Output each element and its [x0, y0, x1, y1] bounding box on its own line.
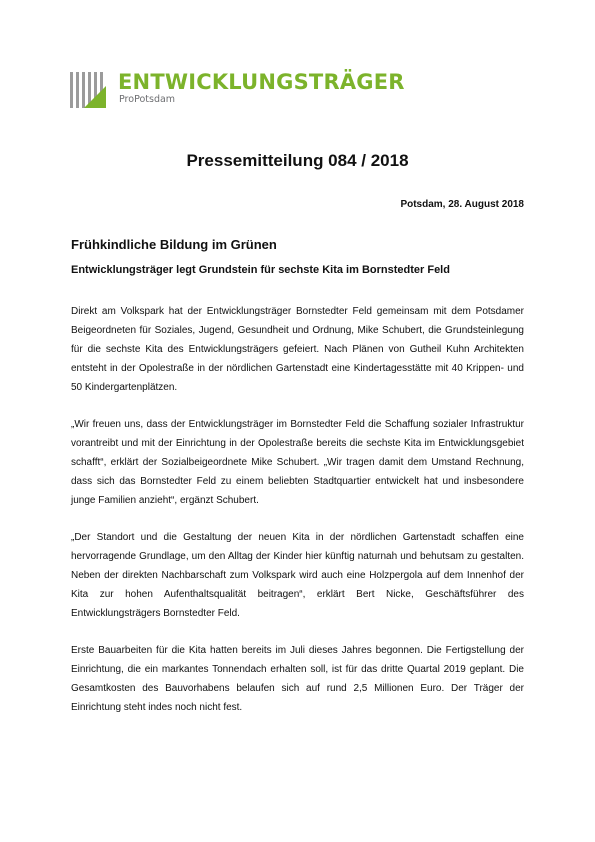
entwicklungstraeger-logo-icon	[70, 72, 110, 108]
press-release-heading: Pressemitteilung 084 / 2018	[186, 151, 409, 170]
article-subtitle: Entwicklungsträger legt Grundstein für sechste Kita im Bornstedter Feld	[71, 264, 450, 276]
article-title: Frühkindliche Bildung im Grünen	[71, 237, 277, 252]
body-paragraph: „Der Standort und die Gestaltung der neuen Kita in der nördlichen Gartenstadt schaffen eine hervorragende Grundlage, um den Alltag der Kinder hier künftig naturnah und behutsam zu gestalten. Neben der direkten Nachbarschaft zum Volkspark wird auch eine Holzpergola auf dem Innenhof der Kita zur hohen Aufenthaltsqualität beitragen“, erklärt Bert Nicke, Geschäftsführer des Entwicklungsträgers Bornstedter Feld.	[71, 532, 524, 619]
body-paragraph: „Wir freuen uns, dass der Entwicklungsträger im Bornstedter Feld die Schaffung sozialer Infrastruktur vorantreibt und mit der Einrichtung in der Opolestraße bereits die sechste Kita im Entwicklungsgebiet schafft“, erklärt der Sozialbeigeordnete Mike Schubert. „Wir tragen damit dem Umstand Rechnung, dass sich das Bornstedter Feld zu einem beliebten Stadtquartier entwickelt hat und insbesondere junge Familien anzieht“, ergänzt Schubert.	[71, 419, 524, 506]
article-body	[71, 302, 524, 735]
logo-wordmark: ENTWICKLUNGSTRÄGER	[118, 70, 405, 94]
body-paragraph: Erste Bauarbeiten für die Kita hatten bereits im Juli dieses Jahres begonnen. Die Fertigstellung der Einrichtung, die ein markantes Tonnendach erhalten soll, ist für das dritte Quartal 2019 geplant. Die Gesamtkosten des Bauvorhabens belaufen sich auf rund 2,5 Millionen Euro. Der Träger der Einrichtung steht indes noch nicht fest.	[71, 645, 524, 713]
body-paragraph: Direkt am Volkspark hat der Entwicklungsträger Bornstedter Feld gemeinsam mit dem Potsdamer Beigeordneten für Soziales, Jugend, Gesundheit und Ordnung, Mike Schubert, die Grundsteinlegung für die sechste Kita des Entwicklungsträgers gefeiert. Nach Plänen von Gutheil Kuhn Architekten entsteht in der Opolestraße in der nördlichen Gartenstadt eine Kindertagesstätte mit 40 Krippen- und 50 Kindergartenplätzen.	[71, 306, 524, 393]
logo-subtitle: ProPotsdam	[119, 94, 176, 105]
place-date: Potsdam, 28. August 2018	[400, 199, 524, 210]
logo	[70, 68, 405, 110]
